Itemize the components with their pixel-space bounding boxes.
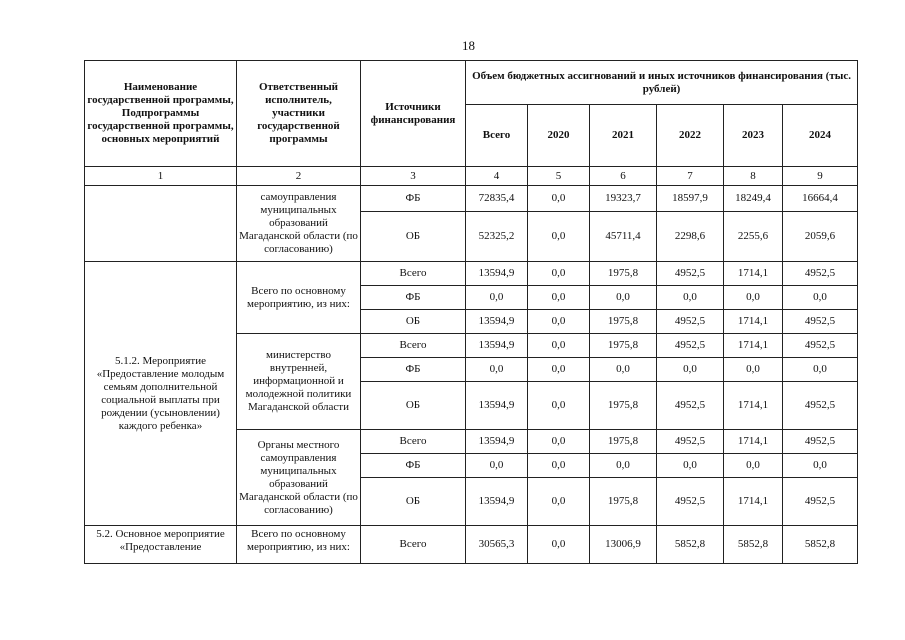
- value-cell: 1975,8: [590, 310, 657, 334]
- value-cell: 4952,5: [657, 310, 724, 334]
- executor-cell: Органы местного самоуправления муниципальных образований Магаданской области (по согласованию): [237, 430, 361, 526]
- column-number: 9: [783, 167, 858, 186]
- value-cell: 4952,5: [657, 334, 724, 358]
- measure-name-cell: 5.1.2. Мероприятие «Предоставление молодым семьям дополнительной социальной выплаты при рождении (усыновлении) каждого ребенка»: [85, 262, 237, 526]
- program-name-cell: [85, 186, 237, 262]
- value-cell: 72835,4: [466, 186, 528, 212]
- value-cell: 4952,5: [783, 382, 858, 430]
- source-cell: ФБ: [361, 358, 466, 382]
- value-cell: 2059,6: [783, 212, 858, 262]
- value-cell: 13594,9: [466, 478, 528, 526]
- value-cell: 0,0: [528, 526, 590, 564]
- value-cell: 13594,9: [466, 334, 528, 358]
- header-executor: Ответственный исполнитель, участники государственной программы: [237, 61, 361, 167]
- value-cell: 4952,5: [783, 478, 858, 526]
- value-cell: 0,0: [528, 212, 590, 262]
- value-cell: 4952,5: [657, 382, 724, 430]
- source-cell: ФБ: [361, 454, 466, 478]
- value-cell: 1975,8: [590, 430, 657, 454]
- value-cell: 0,0: [466, 358, 528, 382]
- header-budget-group: Объем бюджетных ассигнований и иных источников финансирования (тыс. рублей): [466, 61, 858, 105]
- value-cell: 1975,8: [590, 262, 657, 286]
- value-cell: 0,0: [528, 382, 590, 430]
- value-cell: 0,0: [783, 286, 858, 310]
- value-cell: 0,0: [528, 478, 590, 526]
- value-cell: 5852,8: [657, 526, 724, 564]
- value-cell: 0,0: [724, 286, 783, 310]
- column-number: 3: [361, 167, 466, 186]
- value-cell: 13594,9: [466, 430, 528, 454]
- table-row: [85, 186, 858, 212]
- value-cell: 0,0: [528, 454, 590, 478]
- value-cell: 52325,2: [466, 212, 528, 262]
- header-funding-source: Источники финансирования: [361, 61, 466, 167]
- source-cell: ОБ: [361, 212, 466, 262]
- value-cell: 16664,4: [783, 186, 858, 212]
- value-cell: 1714,1: [724, 334, 783, 358]
- value-cell: 13594,9: [466, 310, 528, 334]
- column-number: 8: [724, 167, 783, 186]
- source-cell: Всего: [361, 430, 466, 454]
- value-cell: 0,0: [528, 430, 590, 454]
- financing-table: [84, 60, 858, 564]
- value-cell: 2298,6: [657, 212, 724, 262]
- value-cell: 1975,8: [590, 334, 657, 358]
- value-cell: 1975,8: [590, 478, 657, 526]
- value-cell: 0,0: [590, 358, 657, 382]
- value-cell: 18597,9: [657, 186, 724, 212]
- value-cell: 13594,9: [466, 382, 528, 430]
- executor-cell: министерство внутренней, информационной и молодежной политики Магаданской области: [237, 334, 361, 430]
- value-cell: 0,0: [528, 262, 590, 286]
- column-number-row: [85, 167, 858, 186]
- column-number: 7: [657, 167, 724, 186]
- value-cell: 0,0: [724, 454, 783, 478]
- source-cell: ФБ: [361, 186, 466, 212]
- value-cell: 0,0: [657, 454, 724, 478]
- value-cell: 0,0: [528, 358, 590, 382]
- column-number: 6: [590, 167, 657, 186]
- value-cell: 0,0: [528, 310, 590, 334]
- source-cell: Всего: [361, 526, 466, 564]
- value-cell: 1714,1: [724, 382, 783, 430]
- header-year-2023: 2023: [724, 105, 783, 167]
- value-cell: 2255,6: [724, 212, 783, 262]
- value-cell: 1714,1: [724, 262, 783, 286]
- source-cell: Всего: [361, 262, 466, 286]
- value-cell: 0,0: [590, 454, 657, 478]
- value-cell: 1975,8: [590, 382, 657, 430]
- source-cell: ОБ: [361, 310, 466, 334]
- value-cell: 0,0: [466, 454, 528, 478]
- value-cell: 13594,9: [466, 262, 528, 286]
- source-cell: ОБ: [361, 478, 466, 526]
- value-cell: 0,0: [528, 286, 590, 310]
- measure-name-cell: 5.2. Основное мероприятие «Предоставление: [85, 526, 237, 564]
- header-year-2022: 2022: [657, 105, 724, 167]
- value-cell: 1714,1: [724, 478, 783, 526]
- header-year-2021: 2021: [590, 105, 657, 167]
- value-cell: 4952,5: [783, 262, 858, 286]
- executor-cell: самоуправления муниципальных образований Магаданской области (по согласованию): [237, 186, 361, 262]
- header-row-1: [85, 61, 858, 105]
- executor-cell: Всего по основному мероприятию, из них:: [237, 262, 361, 334]
- value-cell: 0,0: [528, 186, 590, 212]
- value-cell: 4952,5: [783, 310, 858, 334]
- header-total: Всего: [466, 105, 528, 167]
- value-cell: 4952,5: [783, 334, 858, 358]
- value-cell: 0,0: [528, 334, 590, 358]
- value-cell: 0,0: [466, 286, 528, 310]
- value-cell: 4952,5: [657, 430, 724, 454]
- value-cell: 0,0: [783, 454, 858, 478]
- header-year-2020: 2020: [528, 105, 590, 167]
- table-row: [85, 262, 858, 286]
- value-cell: 1714,1: [724, 310, 783, 334]
- value-cell: 0,0: [783, 358, 858, 382]
- header-program-name: Наименование государственной программы, Подпрограммы государственной программы, основных мероприятий: [85, 61, 237, 167]
- value-cell: 13006,9: [590, 526, 657, 564]
- value-cell: 0,0: [657, 286, 724, 310]
- value-cell: 45711,4: [590, 212, 657, 262]
- value-cell: 4952,5: [657, 478, 724, 526]
- column-number: 2: [237, 167, 361, 186]
- value-cell: 0,0: [724, 358, 783, 382]
- value-cell: 0,0: [590, 286, 657, 310]
- value-cell: 5852,8: [724, 526, 783, 564]
- value-cell: 0,0: [657, 358, 724, 382]
- source-cell: ФБ: [361, 286, 466, 310]
- value-cell: 19323,7: [590, 186, 657, 212]
- value-cell: 4952,5: [783, 430, 858, 454]
- value-cell: 30565,3: [466, 526, 528, 564]
- value-cell: 1714,1: [724, 430, 783, 454]
- column-number: 1: [85, 167, 237, 186]
- page-number: 18: [462, 38, 475, 53]
- value-cell: 18249,4: [724, 186, 783, 212]
- value-cell: 5852,8: [783, 526, 858, 564]
- table-row: [85, 526, 858, 564]
- column-number: 5: [528, 167, 590, 186]
- header-year-2024: 2024: [783, 105, 858, 167]
- source-cell: ОБ: [361, 382, 466, 430]
- executor-cell: Всего по основному мероприятию, из них:: [237, 526, 361, 564]
- source-cell: Всего: [361, 334, 466, 358]
- value-cell: 4952,5: [657, 262, 724, 286]
- column-number: 4: [466, 167, 528, 186]
